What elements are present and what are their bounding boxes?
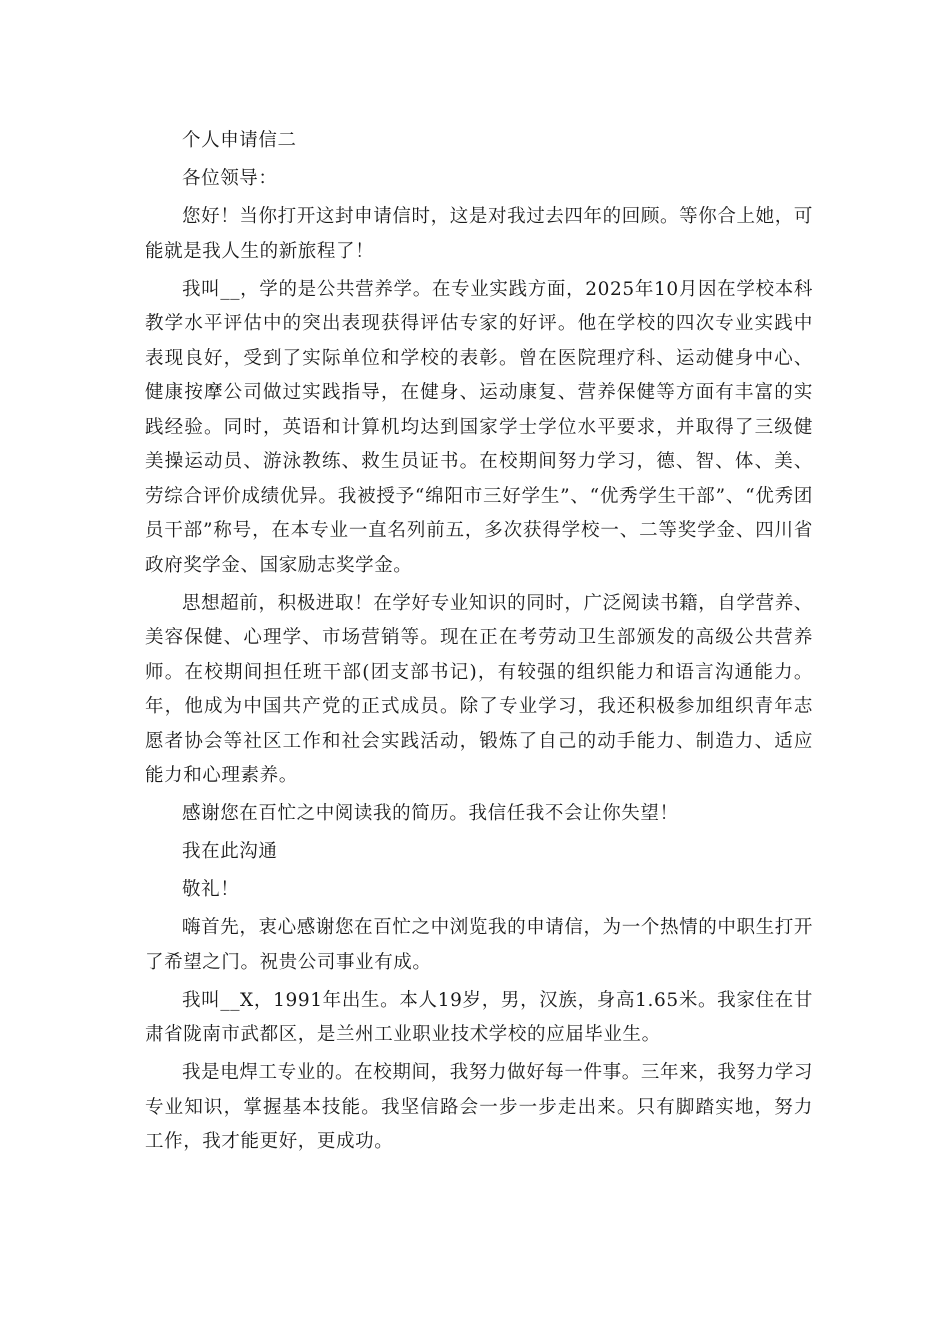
paragraph-regards: 敬礼！ <box>182 879 240 900</box>
paragraph-introduction: 我叫__，学的是公共营养学。在专业实践方面，2025年10月因在学校本科教学水平评估中的突出表现获得评估专家的好评。他在学校的四次专业实践中表现良好，受到了实际单位和学校的表彰。曾在医院理疗科、运动健身中心、健康按摩公司做过实践指导，在健身、运动康复、营养保健等方面有丰富的实践经验。同时，英语和计算机均达到国家学士学位水平要求，并取得了三级健美操运动员、游泳教练、救生员证书。在校期间努力学习，德、智、体、美、劳综合评价成绩优异。我被授予“绵阳市三好学生”、“优秀学生干部”、“优秀团员干部”称号，在本专业一直名列前五，多次获得学校一、二等奖学金、四川省政府奖学金、国家励志奖学金。 <box>145 278 813 576</box>
letter-body <box>145 124 813 1163</box>
paragraph-major: 我是电焊工专业的。在校期间，我努力做好每一件事。三年来，我努力学习专业知识，掌握基本技能。我坚信路会一步一步走出来。只有脚踏实地，努力工作，我才能更好，更成功。 <box>145 1062 813 1152</box>
paragraph-self-study: 思想超前，积极进取！在学好专业知识的同时，广泛阅读书籍，自学营养、美容保健、心理学、市场营销等。现在正在考劳动卫生部颁发的高级公共营养师。在校期间担任班干部(团支部书记)，有较强的组织能力和语言沟通能力。年，他成为中国共产党的正式成员。除了专业学习，我还积极参加组织青年志愿者协会等社区工作和社会实践活动，锻炼了自己的动手能力、制造力、适应能力和心理素养。 <box>145 592 813 786</box>
paragraph-greeting: 您好！当你打开这封申请信时，这是对我过去四年的回顾。等你合上她，可能就是我人生的新旅程了！ <box>145 206 813 262</box>
paragraph-thanks: 感谢您在百忙之中阅读我的简历。我信任我不会让你失望！ <box>182 803 679 824</box>
paragraph-second-opening: 嗨首先，衷心感谢您在百忙之中浏览我的申请信，为一个热情的中职生打开了希望之门。祝贵公司事业有成。 <box>145 917 813 973</box>
letter-salutation: 各位领导： <box>182 168 278 189</box>
paragraph-personal-info: 我叫__X，1991年出生。本人19岁，男，汉族，身高1.65米。我家住在甘肃省陇南市武都区，是兰州工业职业技术学校的应届毕业生。 <box>145 989 813 1045</box>
paragraph-closing: 我在此沟通 <box>182 841 278 862</box>
letter-title: 个人申请信二 <box>182 130 297 151</box>
